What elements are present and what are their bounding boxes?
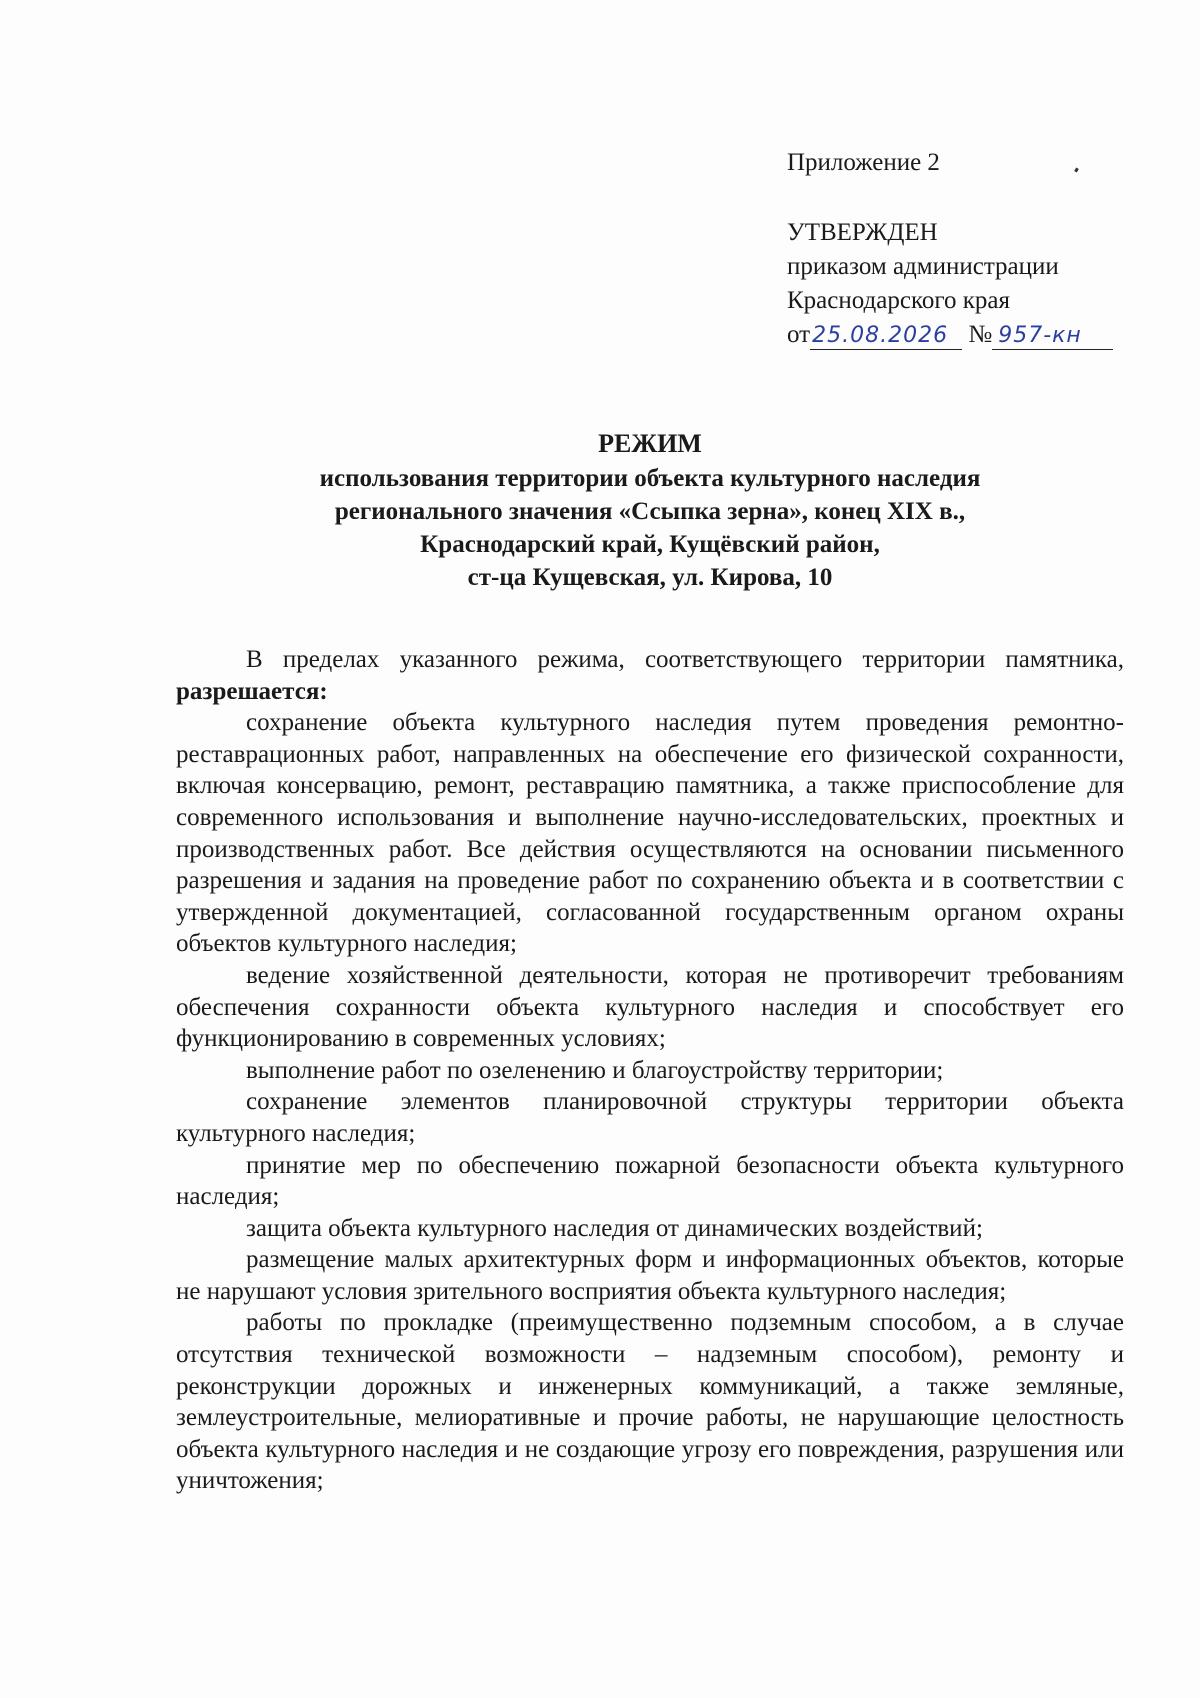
title-line: использования территории объекта культурного наследия — [319, 465, 981, 492]
list-item: принятие мер по обеспечению пожарной безопасности объекта культурного наследия; — [176, 1151, 1124, 1211]
approval-order-line: приказом администрации — [787, 253, 1059, 280]
document-title — [170, 427, 1130, 594]
number-prefix: № — [968, 321, 993, 348]
handwritten-number: 957-кн — [992, 323, 1113, 350]
list-item: выполнение работ по озеленению и благоустройству территории; — [246, 1056, 944, 1084]
handwritten-date: 25.08.2026 — [810, 323, 962, 350]
title-line: регионального значения «Ссыпка зерна», конец XIX в., — [334, 498, 966, 525]
intro-text: В пределах указанного режима, соответствующего территории памятника, — [246, 646, 1124, 673]
approval-date-line — [787, 318, 1127, 352]
document-body — [176, 644, 1124, 1497]
title-line: Краснодарский край, Кущёвский район, — [420, 531, 880, 558]
approval-authority-line: Краснодарского края — [787, 287, 1010, 314]
list-item: сохранение элементов планировочной структуры территории объекта культурного наследия; — [176, 1088, 1124, 1147]
list-item: сохранение объекта культурного наследия путем проведения ремонтно-реставрационных работ, направленных на обеспечение его физической сохранности, включая консервацию, ремонт, реставрацию памятника, а также приспособление для современного использования и выполнение научно-исследовательских, проектных и производственных работ. Все действия осуществляются на основании письменного разрешения и задания на проведение работ по сохранению объекта и в соответствии с утвержденной документацией, согласованной государственным органом охраны объектов культурного наследия; — [176, 709, 1124, 958]
list-item: работы по прокладке (преимущественно подземным способом, а в случае отсутствия технической возможности – надземным способом), ремонту и реконструкции дорожных и инженерных коммуникаций, а также земляные, землеустроительные, мелиоративные и прочие работы, не нарушающие целостность объекта культурного наследия и не создающие угрозу его повреждения, разрушения или уничтожения; — [176, 1309, 1124, 1495]
date-prefix: от — [787, 321, 811, 348]
title-line: ст-ца Кущевская, ул. Кирова, 10 — [467, 564, 833, 591]
list-item: защита объекта культурного наследия от динамических воздействий; — [246, 1214, 983, 1242]
approval-stamp-block — [787, 146, 1127, 352]
title-heading: РЕЖИМ — [598, 429, 702, 458]
allowed-label: разрешается: — [176, 677, 328, 705]
annex-label: Приложение 2 — [787, 149, 940, 176]
intro-paragraph — [176, 644, 1124, 707]
list-item: размещение малых архитектурных форм и информационных объектов, которые не нарушают условия зрительного восприятия объекта культурного наследия; — [176, 1246, 1124, 1305]
list-item: ведение хозяйственной деятельности, которая не противоречит требованиям обеспечения сохранности объекта культурного наследия и способствует его функционированию в современных условиях; — [176, 961, 1124, 1053]
approved-label: УТВЕРЖДЕН — [787, 219, 938, 246]
